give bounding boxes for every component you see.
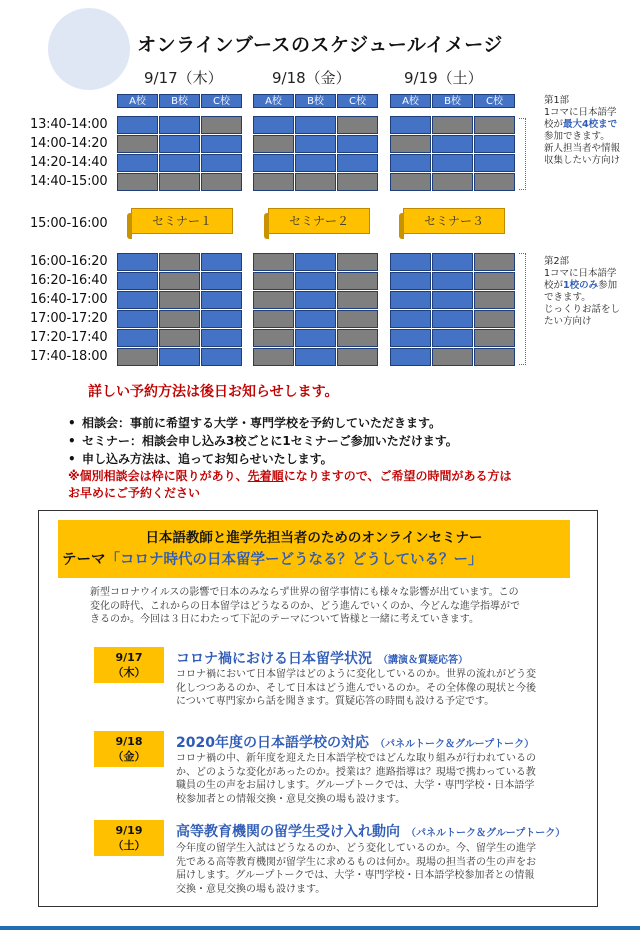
part1-slot-closed xyxy=(117,173,158,191)
part2-time-label: 16:20-16:40 xyxy=(30,273,108,288)
bullet-application: • 申し込み方法は、追ってお知らせいたします。 xyxy=(68,452,333,466)
session-format: （パネルトーク＆グループトーク） xyxy=(374,739,535,750)
part2-slot-open xyxy=(117,291,158,309)
part2-slot-closed xyxy=(432,348,473,366)
date-label-2: 9/18（金） xyxy=(272,69,351,87)
part1-slot-closed xyxy=(474,116,515,134)
seminar-theme xyxy=(62,548,483,569)
part2-slot-open xyxy=(201,310,242,328)
session-3-desc xyxy=(176,842,536,896)
part2-time-label: 16:40-17:00 xyxy=(30,292,108,307)
part2-slot-open xyxy=(201,291,242,309)
desc-line: 職員の生の声をお届けします。グループトークでは、大学・専門学校・日本語学 xyxy=(176,780,535,791)
part2-slot-closed xyxy=(253,272,294,290)
part2-slot-open xyxy=(390,310,431,328)
part1-slot-open xyxy=(474,154,515,172)
part2-slot-open xyxy=(432,291,473,309)
part1-time-label: 13:40-14:00 xyxy=(30,117,108,132)
part1-slot-closed xyxy=(432,173,473,191)
part2-slot-open xyxy=(295,291,336,309)
session-dow: （金） xyxy=(112,750,146,763)
part2-note-target: じっくりお話をしたい方向け xyxy=(544,304,621,327)
part1-slot-open xyxy=(117,154,158,172)
part1-slot-open xyxy=(337,135,378,153)
part2-slot-open xyxy=(117,310,158,328)
part2-slot-closed xyxy=(253,291,294,309)
part2-slot-closed xyxy=(253,329,294,347)
school-header: C校 xyxy=(201,94,242,108)
part1-time-label: 14:00-14:20 xyxy=(30,136,108,151)
part1-slot-closed xyxy=(117,135,158,153)
part2-slot-open xyxy=(201,329,242,347)
part1-note-title: 第1部 xyxy=(544,95,570,106)
first-come-note-underlined: 先着順 xyxy=(247,469,284,483)
intro-line: 新型コロナウイルスの影響で日本のみならず世界の留学事情にも様々な影響が出ています。この xyxy=(90,587,519,598)
part1-time-label: 14:20-14:40 xyxy=(30,155,108,170)
session-1-desc xyxy=(176,668,536,709)
footer-line xyxy=(0,926,640,930)
part2-slot-closed xyxy=(117,348,158,366)
part1-slot-open xyxy=(295,116,336,134)
intro-line: 変化の時代、これからの日本留学はどうなるのか、どう進んでいくのか、今どんな進学指導がで xyxy=(90,600,520,612)
part1-slot-closed xyxy=(253,135,294,153)
part1-slot-open xyxy=(337,154,378,172)
part1-slot-open xyxy=(390,116,431,134)
session-2-date xyxy=(94,731,164,767)
part2-slot-open xyxy=(295,272,336,290)
part1-slot-closed xyxy=(295,173,336,191)
part2-slot-open xyxy=(390,272,431,290)
part1-note-highlight: 最大4校まで xyxy=(563,119,618,130)
part1-note-target: 新人担当者や情報収集したい方向け xyxy=(544,143,621,166)
part2-note-title: 第2部 xyxy=(544,256,570,267)
session-format: （講演＆質疑応答） xyxy=(378,655,468,666)
bullet-text: セミナー：相談会申し込み3校ごとに1セミナーご参加いただけます。 xyxy=(82,434,458,448)
part2-slot-open xyxy=(295,329,336,347)
seminar-3-tag: セミナー３ xyxy=(403,208,505,234)
school-header: A校 xyxy=(390,94,431,108)
session-date: 9/19 xyxy=(115,824,143,837)
part1-slot-open xyxy=(390,154,431,172)
part2-slot-closed xyxy=(159,291,200,309)
seminar-intro xyxy=(90,586,520,627)
date-label-3: 9/19（土） xyxy=(404,69,483,87)
part2-note xyxy=(544,256,626,328)
part1-slot-open xyxy=(201,154,242,172)
part2-slot-closed xyxy=(253,348,294,366)
bullet-text: 申し込み方法は、追ってお知らせいたします。 xyxy=(82,452,333,466)
part2-slot-open xyxy=(295,310,336,328)
part1-slot-open xyxy=(253,154,294,172)
part1-slot-open xyxy=(295,135,336,153)
session-title-text: 2020年度の日本語学校の対応 xyxy=(176,735,369,751)
part1-note xyxy=(544,95,626,167)
intro-line: きるのか。今回は３日にわたって下記のテーマについて皆様と一緒に考えていきます。 xyxy=(90,614,479,625)
session-date: 9/17 xyxy=(115,651,143,664)
school-header: C校 xyxy=(474,94,515,108)
part2-slot-closed xyxy=(337,253,378,271)
part2-slot-open xyxy=(159,348,200,366)
part1-slot-open xyxy=(117,116,158,134)
part1-slot-closed xyxy=(337,173,378,191)
school-header: B校 xyxy=(159,94,200,108)
part1-slot-closed xyxy=(432,116,473,134)
desc-line: 先である高等教育機関が留学生に求めるものは何か。現場の担当者の生の声をお xyxy=(176,856,536,868)
part1-note-text2: 参加できます。 xyxy=(544,131,610,142)
school-header: B校 xyxy=(295,94,336,108)
session-date: 9/18 xyxy=(115,735,143,748)
part1-slot-open xyxy=(159,116,200,134)
part2-slot-closed xyxy=(474,253,515,271)
page-title: オンラインブースのスケジュールイメージ xyxy=(137,34,503,56)
desc-line: 今年度の留学生入試はどうなるのか、どう変化しているのか。今、留学生の進学 xyxy=(176,843,536,854)
seminar-2-tag: セミナー２ xyxy=(268,208,370,234)
desc-line: について専門家から話を聞きます。質疑応答の時間も設ける予定です。 xyxy=(176,696,495,707)
part2-slot-closed xyxy=(337,272,378,290)
part1-slot-closed xyxy=(201,116,242,134)
part2-slot-open xyxy=(295,253,336,271)
bullet-consultation: • 相談会：事前に希望する大学・専門学校を予約していただきます。 xyxy=(68,416,442,430)
first-come-note xyxy=(68,467,511,484)
session-1-date xyxy=(94,647,164,683)
part2-time-label: 17:00-17:20 xyxy=(30,311,108,326)
part1-slot-open xyxy=(295,154,336,172)
school-header: C校 xyxy=(337,94,378,108)
part2-slot-open xyxy=(295,348,336,366)
part1-slot-closed xyxy=(390,135,431,153)
part2-slot-open xyxy=(117,272,158,290)
first-come-note-pre: ※個別相談会は枠に限りがあり、 xyxy=(68,469,248,483)
school-header: A校 xyxy=(117,94,158,108)
part2-slot-open xyxy=(390,348,431,366)
part2-slot-closed xyxy=(474,291,515,309)
part2-slot-closed xyxy=(337,348,378,366)
part2-slot-closed xyxy=(253,253,294,271)
part2-slot-open xyxy=(201,272,242,290)
part2-bracket xyxy=(519,253,526,365)
part1-slot-closed xyxy=(159,173,200,191)
session-format: （パネルトーク＆グループトーク） xyxy=(406,828,566,839)
part1-slot-closed xyxy=(201,173,242,191)
part2-note-text2: 参加できます。 xyxy=(544,280,618,303)
date-label-1: 9/17（木） xyxy=(144,69,223,87)
first-come-note-line2: お早めにご予約ください xyxy=(68,486,201,500)
theme-title: 「コロナ時代の日本留学ーどうなる？どうしている？ー」 xyxy=(105,552,483,568)
part2-slot-open xyxy=(117,253,158,271)
desc-line: か、どのような変化があったのか。授業は？進路指導は？現場で携わっている教 xyxy=(176,766,536,778)
part1-slot-open xyxy=(159,154,200,172)
part2-slot-open xyxy=(201,253,242,271)
seminar-1-tag: セミナー１ xyxy=(131,208,233,234)
session-dow: （木） xyxy=(112,666,146,679)
part1-slot-open xyxy=(474,135,515,153)
part2-slot-open xyxy=(390,329,431,347)
desc-line: コロナ禍において日本留学はどのように変化しているのか。世界の流れがどう変 xyxy=(176,669,536,680)
part2-slot-closed xyxy=(337,329,378,347)
part2-slot-closed xyxy=(253,310,294,328)
session-dow: （土） xyxy=(112,839,146,852)
part1-bracket xyxy=(519,118,526,190)
desc-line: 校参加者との情報交換・意見交換の場も設けます。 xyxy=(176,793,406,805)
seminar-time-label: 15:00-16:00 xyxy=(30,216,108,231)
part2-slot-closed xyxy=(337,310,378,328)
part2-slot-open xyxy=(390,291,431,309)
part2-slot-open xyxy=(201,348,242,366)
part1-slot-open xyxy=(159,135,200,153)
reservation-note: 詳しい予約方法は後日お知らせします。 xyxy=(88,384,339,400)
part1-slot-open xyxy=(201,135,242,153)
part2-time-label: 16:00-16:20 xyxy=(30,254,108,269)
part1-slot-closed xyxy=(474,173,515,191)
theme-label: テーマ xyxy=(62,552,106,568)
part1-time-label: 14:40-15:00 xyxy=(30,174,108,189)
session-3-title xyxy=(176,821,565,841)
desc-line: コロナ禍の中、新年度を迎えた日本語学校ではどんな取り組みが行われているの xyxy=(176,753,536,764)
part1-slot-closed xyxy=(337,116,378,134)
desc-line: 交換・意見交換の場も設けます。 xyxy=(176,883,326,895)
part2-time-label: 17:40-18:00 xyxy=(30,349,108,364)
session-1-title xyxy=(176,648,468,668)
part1-note-text: 1コマに日本語学校が xyxy=(544,107,617,130)
part2-slot-open xyxy=(432,310,473,328)
part2-slot-closed xyxy=(337,291,378,309)
part2-slot-open xyxy=(432,329,473,347)
part2-slot-closed xyxy=(474,348,515,366)
session-title-text: 高等教育機関の留学生受け入れ動向 xyxy=(176,824,400,840)
part2-slot-open xyxy=(117,329,158,347)
part2-slot-closed xyxy=(159,272,200,290)
part2-slot-closed xyxy=(159,310,200,328)
part1-slot-closed xyxy=(253,173,294,191)
part2-slot-closed xyxy=(159,253,200,271)
first-come-note-post: になりますので、ご希望の時間がある方は xyxy=(283,469,512,483)
part1-slot-open xyxy=(432,154,473,172)
bullet-seminar: • セミナー：相談会申し込み3校ごとに1セミナーご参加いただけます。 xyxy=(68,434,458,448)
part2-note-highlight: 1校のみ xyxy=(563,280,599,291)
part2-slot-open xyxy=(390,253,431,271)
session-2-desc xyxy=(176,752,536,806)
part1-slot-closed xyxy=(390,173,431,191)
part2-slot-closed xyxy=(159,329,200,347)
part2-time-label: 17:20-17:40 xyxy=(30,330,108,345)
desc-line: 化しつつあるのか、そして日本はどう進んでいるのか。その全体像の現状と今後 xyxy=(176,682,536,694)
part1-slot-open xyxy=(253,116,294,134)
seminar-heading: 日本語教師と進学先担当者のためのオンラインセミナー xyxy=(145,530,483,546)
part2-slot-closed xyxy=(474,310,515,328)
session-2-title xyxy=(176,732,534,752)
part2-slot-closed xyxy=(474,272,515,290)
bullet-text: 相談会：事前に希望する大学・専門学校を予約していただきます。 xyxy=(82,416,442,430)
school-header: B校 xyxy=(432,94,473,108)
session-title-text: コロナ禍における日本留学状況 xyxy=(176,651,372,667)
part2-note-text: 1コマに日本語学校が xyxy=(544,268,617,291)
desc-line: 届けします。グループトークでは、大学・専門学校・日本語学校参加者との情報 xyxy=(176,870,535,881)
session-3-date xyxy=(94,820,164,856)
school-header: A校 xyxy=(253,94,294,108)
part1-slot-open xyxy=(432,135,473,153)
part2-slot-open xyxy=(432,272,473,290)
part2-slot-open xyxy=(432,253,473,271)
part2-slot-closed xyxy=(474,329,515,347)
